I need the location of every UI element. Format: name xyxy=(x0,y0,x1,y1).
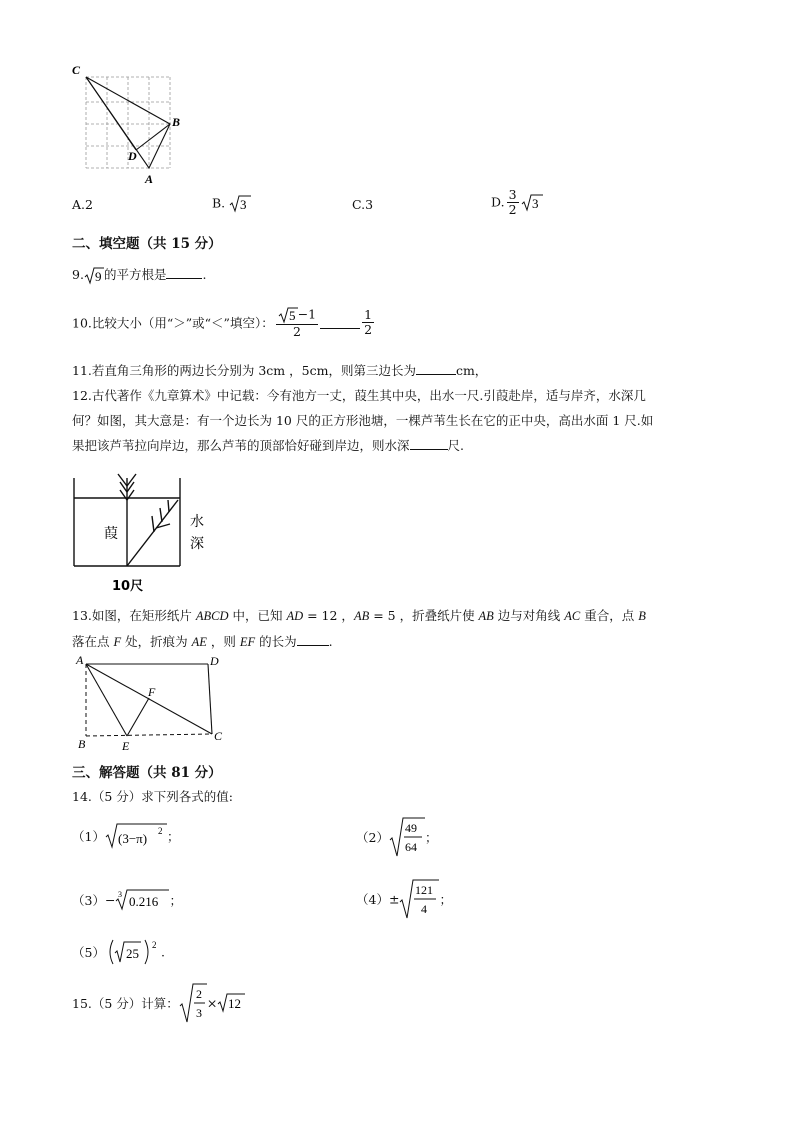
q11-answer-blank xyxy=(416,362,456,375)
q12-label-jia: 葭 xyxy=(104,526,118,542)
q13-label-c: C xyxy=(214,729,223,743)
svg-text:2: 2 xyxy=(157,826,163,836)
q8-grid-figure xyxy=(70,62,190,186)
section3-title: 三、解答题（共 81 分） xyxy=(72,765,222,781)
q13-label-d: D xyxy=(210,654,219,668)
svg-text:4: 4 xyxy=(421,902,428,916)
q13-rectangle-figure xyxy=(72,652,232,752)
svg-text:25: 25 xyxy=(125,946,139,961)
svg-text:(3−π): (3−π) xyxy=(117,831,148,846)
q13-label-b: B xyxy=(78,737,86,751)
svg-text:12: 12 xyxy=(228,996,242,1011)
q14-part4: （4）± 121 4 ； xyxy=(356,878,452,920)
q12-line2: 何？如图，其大意是：有一个边长为 10 尺的正方形池塘，一棵芦苇生长在它的正中央，高出水面 1 尺.如 xyxy=(72,413,654,428)
q13-answer-blank xyxy=(297,633,329,646)
q14-part5: （5） 25 2 . xyxy=(72,938,165,966)
q13-line1: 13.如图，在矩形纸片 ABCD 中，已知 AD = 12 ，AB = 5 ，折叠纸片使 AB 边与对角线 AC 重合，点 B xyxy=(72,608,646,623)
svg-text:2: 2 xyxy=(195,987,202,1001)
q14-part3: （3）− 3 0.216 ； xyxy=(72,890,182,909)
q10-answer-blank xyxy=(320,316,360,329)
q12-answer-blank xyxy=(410,437,448,450)
q12-label-bottom: 10尺 xyxy=(112,579,144,594)
section2-title: 二、填空题（共 15 分） xyxy=(72,236,222,252)
q13-label-a: A xyxy=(76,653,84,667)
svg-text:121: 121 xyxy=(415,883,434,897)
svg-text:64: 64 xyxy=(404,840,417,854)
svg-text:3: 3 xyxy=(118,890,123,899)
svg-text:49: 49 xyxy=(404,821,417,835)
q13-label-f: F xyxy=(148,685,156,699)
q9-answer-blank xyxy=(166,266,202,279)
q12-label-shen: 深 xyxy=(190,536,204,552)
svg-text:3: 3 xyxy=(240,197,247,212)
q11: 11.若直角三角形的两边长分别为 3cm ，5cm，则第三边长为 cm， xyxy=(72,363,488,378)
svg-text:9: 9 xyxy=(94,268,102,284)
q8-option-a: A.2 xyxy=(72,197,93,212)
q10: 10.比较大小（用“＞”或“＜”填空）： 5 −1 2 $\frac{1}{2}$ xyxy=(72,306,373,339)
q12-label-shui: 水 xyxy=(190,514,204,530)
q8-label-b: B xyxy=(172,115,181,129)
q8-option-c: C.3 xyxy=(352,197,374,212)
q13-label-e: E xyxy=(122,739,130,752)
q12-pond-figure xyxy=(66,470,226,598)
q8-label-c: C xyxy=(72,63,81,77)
q8-option-b: B. 3 xyxy=(212,194,251,214)
q8-label-a: A xyxy=(145,172,154,186)
svg-text:0.216: 0.216 xyxy=(129,894,159,909)
q8-label-d: D xyxy=(128,149,137,163)
q12-line1: 12.古代著作《九章算术》中记载：今有池方一丈，葭生其中央，出水一尺.引葭赴岸，适与岸齐，水深几 xyxy=(72,388,646,403)
q8-option-d: D. $\frac{3}{2}$ 3 xyxy=(491,188,543,218)
q14-part2: （2） 49 64 ； xyxy=(356,816,437,858)
svg-text:2: 2 xyxy=(151,940,157,950)
q9: 9. 9 的平方根是 . xyxy=(72,267,207,284)
q14-part1: （1） (3−π) 2 ； xyxy=(72,826,180,846)
q8-segment-cd xyxy=(86,77,136,150)
svg-text:3: 3 xyxy=(531,195,539,211)
q14-title: 14.（5 分）求下列各式的值: xyxy=(72,789,234,804)
svg-text:5: 5 xyxy=(288,308,296,323)
svg-text:3: 3 xyxy=(195,1006,202,1020)
q13-line2: 落在点 F 处，折痕为 AE ，则 EF 的长为 . xyxy=(72,634,333,649)
q12-line3: 果把该芦苇拉向岸边，那么芦苇的顶部恰好碰到岸边，则水深 尺. xyxy=(72,438,464,453)
q15: 15.（5 分）计算： 2 3 × 12 xyxy=(72,982,245,1024)
